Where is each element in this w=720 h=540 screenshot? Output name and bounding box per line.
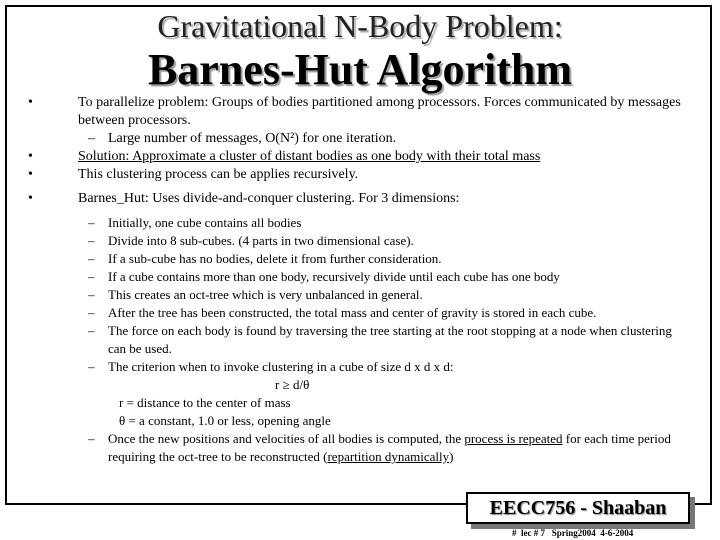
underlined-process-repeated: process is repeated [464,431,563,446]
sub-item [28,214,688,232]
bullet-mark: • [28,191,33,206]
sub-item-text: If a cube contains more than one body, recursively divide until each cube has one body [108,269,560,284]
sub-item-text: Large number of messages, O(N²) for one iteration. [108,131,397,146]
slide-content [28,94,688,466]
slide-title-line1: Gravitational N-Body Problem: [157,8,563,44]
dash-mark: – [88,287,95,302]
slide-title-line2: Barnes-Hut Algorithm [147,45,573,94]
sub-item-text-pre: Once the new positions and velocities of all bodies is computed, the [108,431,465,446]
sub-item [28,322,688,358]
bullet-mark: • [28,167,33,182]
sub-item-text: Initially, one cube contains all bodies [108,215,302,230]
dash-mark: – [88,323,95,338]
bullet-item [28,190,688,208]
dash-mark: – [88,269,95,284]
sub-item [28,304,688,322]
sub-item [28,130,688,148]
bullet-item [28,94,688,130]
bullet-text: To parallelize problem: Groups of bodies partitioned among processors. Forces communicated by messages between processors. [78,95,681,128]
bullet-item [28,166,688,184]
course-badge-label: EECC756 - Shaaban [489,496,667,519]
sub-item-text: The criterion when to invoke clustering in a cube of size d x d x d: [108,359,454,374]
bullet-item [28,148,688,166]
sub-item [28,358,688,376]
sub-item-text: If a sub-cube has no bodies, delete it from further consideration. [108,251,442,266]
sub-item [28,232,688,250]
footer-lecture-info: # lec # 7 Spring2004 4-6-2004 [512,528,634,538]
dash-mark: – [88,233,95,248]
sub-item [28,286,688,304]
dash-mark: – [88,131,95,146]
dash-mark: – [88,251,95,266]
bullet-text: Barnes_Hut: Uses divide-and-conquer clustering. For 3 dimensions: [78,191,460,206]
course-badge [466,492,690,524]
sub-item-text-post: ) [449,449,454,464]
dash-mark: – [88,305,95,320]
sub-item [28,430,688,466]
bullet-mark: • [28,95,33,110]
bullet-text: Solution: Approximate a cluster of distant bodies as one body with their total mass [78,149,541,164]
bullet-text: This clustering process can be applies recursively. [78,167,359,182]
dash-mark: – [88,359,95,374]
clustering-formula: r ≥ d/θ [275,377,310,392]
underlined-repartition: repartition dynamically [327,449,450,464]
definition-theta: θ = a constant, 1.0 or less, opening angle [119,413,331,428]
sub-item-text: Divide into 8 sub-cubes. (4 parts in two dimensional case). [108,233,414,248]
dash-mark: – [88,431,95,446]
bullet-mark: • [28,149,33,164]
sub-item-text: After the tree has been constructed, the total mass and center of gravity is stored in each cube. [108,305,597,320]
sub-item [28,250,688,268]
sub-item [28,268,688,286]
sub-item-text: This creates an oct-tree which is very unbalanced in general. [108,287,423,302]
sub-item-text: The force on each body is found by traversing the tree starting at the root stopping at a node when clustering can be used. [108,323,672,356]
dash-mark: – [88,215,95,230]
sub-item-text-mid: for each time period requiring the oct-tree to be reconstructed ( [108,431,671,464]
definition-r: r = distance to the center of mass [119,395,291,410]
